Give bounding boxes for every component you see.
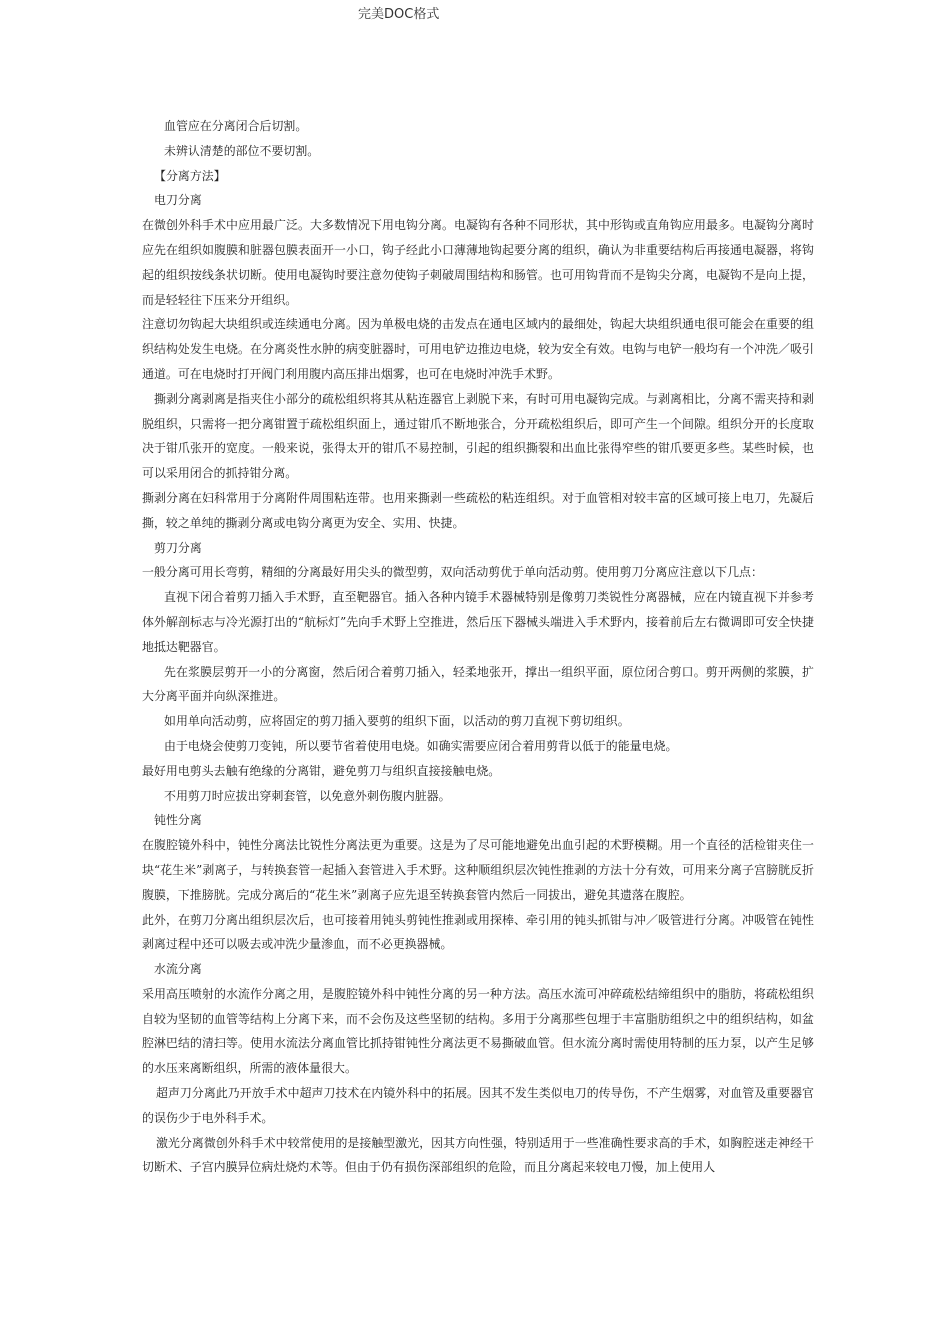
- paragraph: 未辨认清楚的部位不要切割。: [164, 143, 320, 158]
- subsection-heading: 水流分离: [154, 962, 202, 977]
- paragraph: 血管应在分离闭合后切割。: [164, 119, 308, 133]
- paragraph: 超声刀分离此乃开放手术中超声刀技术在内镜外科中的拓展。因其不发生类似电刀的传导伤，不产生烟雾，对血管及重要器官的误伤少于电外科手术。: [142, 1086, 814, 1125]
- paragraph: 撕剥分离在妇科常用于分离附件周围粘连带。也用来撕剥一些疏松的粘连组织。对于血管相对较丰富的区域可接上电刀，先凝后撕，较之单纯的撕剥分离或电钩分离更为安全、实用、快捷。: [142, 490, 814, 530]
- paragraph: 一般分离可用长弯剪，精细的分离最好用尖头的微型剪，双向活动剪优于单向活动剪。使用剪刀分离应注意以下几点：: [142, 565, 763, 580]
- paragraph: 先在浆膜层剪开一小的分离窗，然后闭合着剪刀插入，轻柔地张开，撑出一组织平面，原位闭合剪口。剪开两侧的浆膜，扩大分离平面并向纵深推进。: [142, 664, 814, 704]
- subsection-heading: 钝性分离: [154, 813, 202, 828]
- paragraph: 在微创外科手术中应用最广泛。大多数情况下用电钩分离。电凝钩有各种不同形状，其中形钩或直角钩应用最多。电凝钩分离时应先在组织如腹膜和脏器包膜表面开一小口，钩子经此小口薄薄地钩起要分离的组织，确认为非重要结构后再接通电凝器，将钩起的组织按线条状切断。使用电凝钩时要注意勿使钩子刺破周围结构和肠管。也可用钩背而不是钩尖分离，电凝钩不是向上提，而是轻轻往下压来分开组织。: [142, 218, 814, 307]
- paragraph: 在腹腔镜外科中，钝性分离法比锐性分离法更为重要。这是为了尽可能地避免出血引起的术野模糊。用一个直径的活检钳夹住一块“花生米”剥离子，与转换套管一起插入套管进入手术野。这种顺组织层次钝性推剥的方法十分有效，可用来分离子宫膀胱反折腹膜，下推膀胱。完成分离后的“花生米”剥离子应先退至转换套管内然后一同拔出，避免其遗落在腹腔。: [142, 838, 814, 902]
- paragraph: 此外，在剪刀分离出组织层次后，也可接着用钝头剪钝性推剥或用探棒、牵引用的钝头抓钳与冲／吸管进行分离。冲吸管在钝性剥离过程中还可以吸去或冲洗少量渗血，而不必更换器械。: [142, 912, 814, 952]
- paragraph: 不用剪刀时应拔出穿刺套管，以免意外刺伤腹内脏器。: [164, 788, 451, 803]
- paragraph: 由于电烧会使剪刀变钝，所以要节省着使用电烧。如确实需要应闭合着用剪背以低于的能量电烧。: [164, 738, 678, 753]
- paragraph: 直视下闭合着剪刀插入手术野，直至靶器官。插入各种内镜手术器械特别是像剪刀类锐性分离器械，应在内镜直视下并参考体外解剖标志与冷光源打出的“航标灯”先向手术野上空推进，然后压下器械头端进入手术野内，接着前后左右微调即可安全快捷地抵达靶器官。: [142, 590, 814, 654]
- paragraph: 采用高压喷射的水流作分离之用，是腹腔镜外科中钝性分离的另一种方法。高压水流可冲碎疏松结缔组织中的脂肪，将疏松组织自较为坚韧的血管等结构上分离下来，而不会伤及这些坚韧的结构。多用于分离那些包埋于丰富脂肪组织之中的组织结构，如盆腔淋巴结的清扫等。使用水流法分离血管比抓持钳钝性分离法更不易撕破血管。但水流分离时需使用特制的压力泵，以产生足够的水压来离断组织，所需的液体量很大。: [142, 986, 814, 1076]
- section-heading: 【分离方法】: [154, 168, 226, 183]
- page-header: 完美DOC格式: [358, 7, 440, 22]
- paragraph: 撕剥分离剥离是指夹住小部分的疏松组织将其从粘连器官上剥脱下来，有时可用电凝钩完成。与剥离相比，分离不需夹持和剥脱组织，只需将一把分离钳置于疏松组织面上，通过钳爪不断地张合，分开疏松组织后，即可产生一个间隙。组织分开的长度取决于钳爪张开的宽度。一般来说，张得太开的钳爪不易控制，引起的组织撕裂和出血比张得窄些的钳爪要更多些。某些时候，也可以采用闭合的抓持钳分离。: [142, 391, 814, 481]
- paragraph: 注意切勿钩起大块组织或连续通电分离。因为单极电烧的击发点在通电区域内的最细处，钩起大块组织通电很可能会在重要的组织结构处发生电烧。在分离炎性水肿的病变脏器时，可用电铲边推边电烧，较为安全有效。电钩与电铲一般均有一个冲洗／吸引通道。可在电烧时打开阀门利用腹内高压排出烟雾，也可在电烧时冲洗手术野。: [142, 317, 814, 381]
- document-body: [142, 114, 814, 1180]
- subsection-heading: 电刀分离: [154, 193, 202, 208]
- paragraph: 最好用电剪头去触有绝缘的分离钳，避免剪刀与组织直接接触电烧。: [142, 763, 501, 778]
- paragraph: 激光分离微创外科手术中较常使用的是接触型激光，因其方向性强，特别适用于一些准确性要求高的手术，如胸腔迷走神经干切断术、子宫内膜异位病灶烧灼术等。但由于仍有损伤深部组织的危险，而且分离起来较电刀慢，加上使用人: [142, 1135, 814, 1175]
- subsection-heading: 剪刀分离: [154, 540, 202, 555]
- paragraph: 如用单向活动剪，应将固定的剪刀插入要剪的组织下面，以活动的剪刀直视下剪切组织。: [164, 714, 630, 729]
